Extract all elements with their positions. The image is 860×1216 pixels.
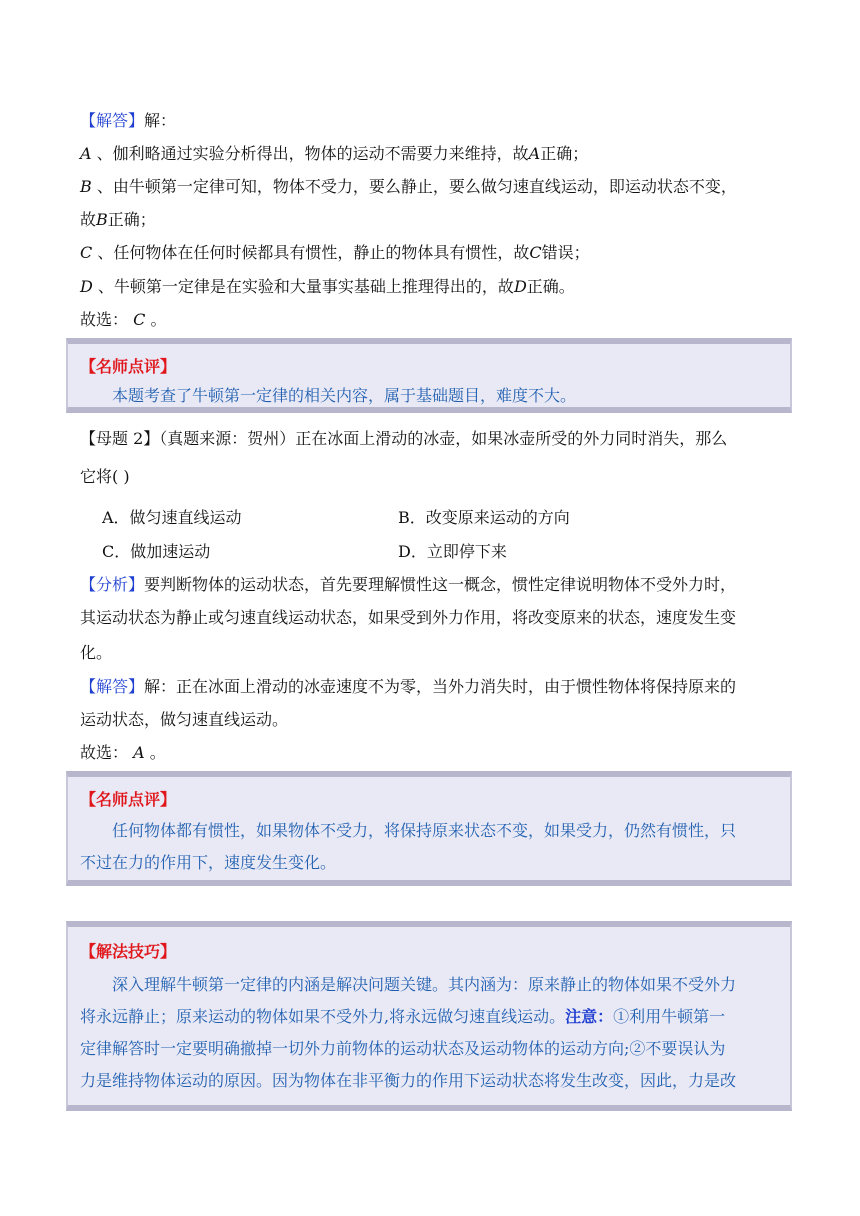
comment-title: 【名师点评】 (80, 357, 177, 376)
question-line-1 (80, 428, 727, 450)
choice-letter: A (133, 743, 145, 762)
choice-prefix: 故选： (80, 743, 129, 762)
item-ref: C (529, 243, 542, 262)
answer-choice (80, 309, 166, 331)
analysis-line-2: 其运动状态为静止或匀速直线运动状态，如果受到外力作用，将改变原来的状态，速度发生变 (80, 608, 737, 627)
item-letter: B (80, 177, 92, 196)
item-letter: C (80, 243, 93, 262)
technique-text: 将永远静止；原来运动的物体如果不受外力,将永远做匀速直线运动。 (80, 1007, 566, 1026)
answer-item-d (80, 276, 575, 298)
item-text: 、任何物体在任何时候都具有惯性，静止的物体具有惯性，故 (97, 243, 530, 262)
answer-item-a (80, 143, 588, 165)
choice-prefix: 故选： (80, 310, 129, 329)
item-ref: A (528, 144, 541, 163)
answer2-line-1 (80, 676, 736, 698)
item-letter: A (80, 144, 92, 163)
item-tail: 错误； (541, 243, 590, 262)
item-text: 、牛顿第一定律是在实验和大量事实基础上推理得出的，故 (97, 277, 514, 296)
answer-head-text: 解： (144, 111, 177, 130)
question-line-2: 它将( ) (80, 467, 130, 486)
analysis-line-3: 化。 (80, 643, 113, 662)
comment-box-1 (66, 338, 792, 413)
analysis-text: 要判断物体的运动状态，首先要理解惯性这一概念，惯性定律说明物体不受外力时， (144, 575, 737, 594)
technique-box (66, 921, 792, 1111)
technique-line-1: 深入理解牛顿第一定律的内涵是解决问题关键。其内涵为：原来静止的物体如果不受外力 (112, 975, 737, 994)
answer-heading (80, 110, 176, 132)
question-tag: 【母题 2】 (80, 429, 160, 448)
answer-item-b-cont (80, 209, 156, 231)
technique-line-4: 力是维持物体运动的原因。因为物体在非平衡力的作用下运动状态将发生改变，因此，力是改 (80, 1071, 737, 1090)
answer2-choice (80, 742, 166, 764)
answer-tag: 【解答】 (80, 111, 145, 130)
item-text: 故 (80, 210, 97, 229)
item-tail: 正确； (107, 210, 156, 229)
option-d: D．立即停下来 (398, 542, 507, 561)
item-ref: D (513, 277, 527, 296)
answer2-line-2: 运动状态，做匀速直线运动。 (80, 710, 289, 729)
technique-text: ①利用牛顿第一 (613, 1007, 726, 1026)
comment-text-line-2: 不过在力的作用下，速度发生变化。 (80, 853, 337, 872)
item-tail: 正确。 (526, 277, 575, 296)
comment-text: 本题考查了牛顿第一定律的相关内容，属于基础题目，难度不大。 (112, 386, 577, 405)
option-a: A．做匀速直线运动 (102, 508, 242, 527)
question-text: （真题来源：贺州）正在冰面上滑动的冰壶，如果冰壶所受的外力同时消失，那么 (159, 429, 728, 448)
technique-title: 【解法技巧】 (80, 942, 177, 961)
note-label: 注意： (565, 1007, 614, 1026)
analysis-tag: 【分析】 (80, 575, 145, 594)
analysis-line-1 (80, 574, 736, 596)
item-tail: 正确； (540, 144, 589, 163)
item-text: 、伽利略通过实验分析得出，物体的运动不需要力来维持，故 (96, 144, 529, 163)
technique-line-3: 定律解答时一定要明确撤掉一切外力前物体的运动状态及运动物体的运动方向;②不要误认为 (80, 1039, 726, 1058)
comment-text-line-1: 任何物体都有惯性，如果物体不受力，将保持原来状态不变，如果受力，仍然有惯性，只 (112, 821, 737, 840)
choice-letter: C (133, 310, 146, 329)
comment-title: 【名师点评】 (80, 790, 177, 809)
comment-box-2 (66, 771, 792, 886)
choice-suffix: 。 (149, 743, 166, 762)
answer2-tag: 【解答】 (80, 677, 145, 696)
answer-item-b (80, 176, 737, 198)
technique-line-2 (80, 1001, 780, 1033)
option-b: B．改变原来运动的方向 (398, 508, 570, 527)
answer2-text: 解：正在冰面上滑动的冰壶速度不为零，当外力消失时，由于惯性物体将保持原来的 (144, 677, 737, 696)
item-letter: D (80, 277, 93, 296)
item-text: 、由牛顿第一定律可知，物体不受力，要么静止，要么做匀速直线运动，即运动状态不变， (96, 177, 737, 196)
item-ref: B (96, 210, 108, 229)
choice-suffix: 。 (150, 310, 167, 329)
option-c: C．做加速运动 (102, 542, 211, 561)
answer-item-c (80, 242, 590, 264)
